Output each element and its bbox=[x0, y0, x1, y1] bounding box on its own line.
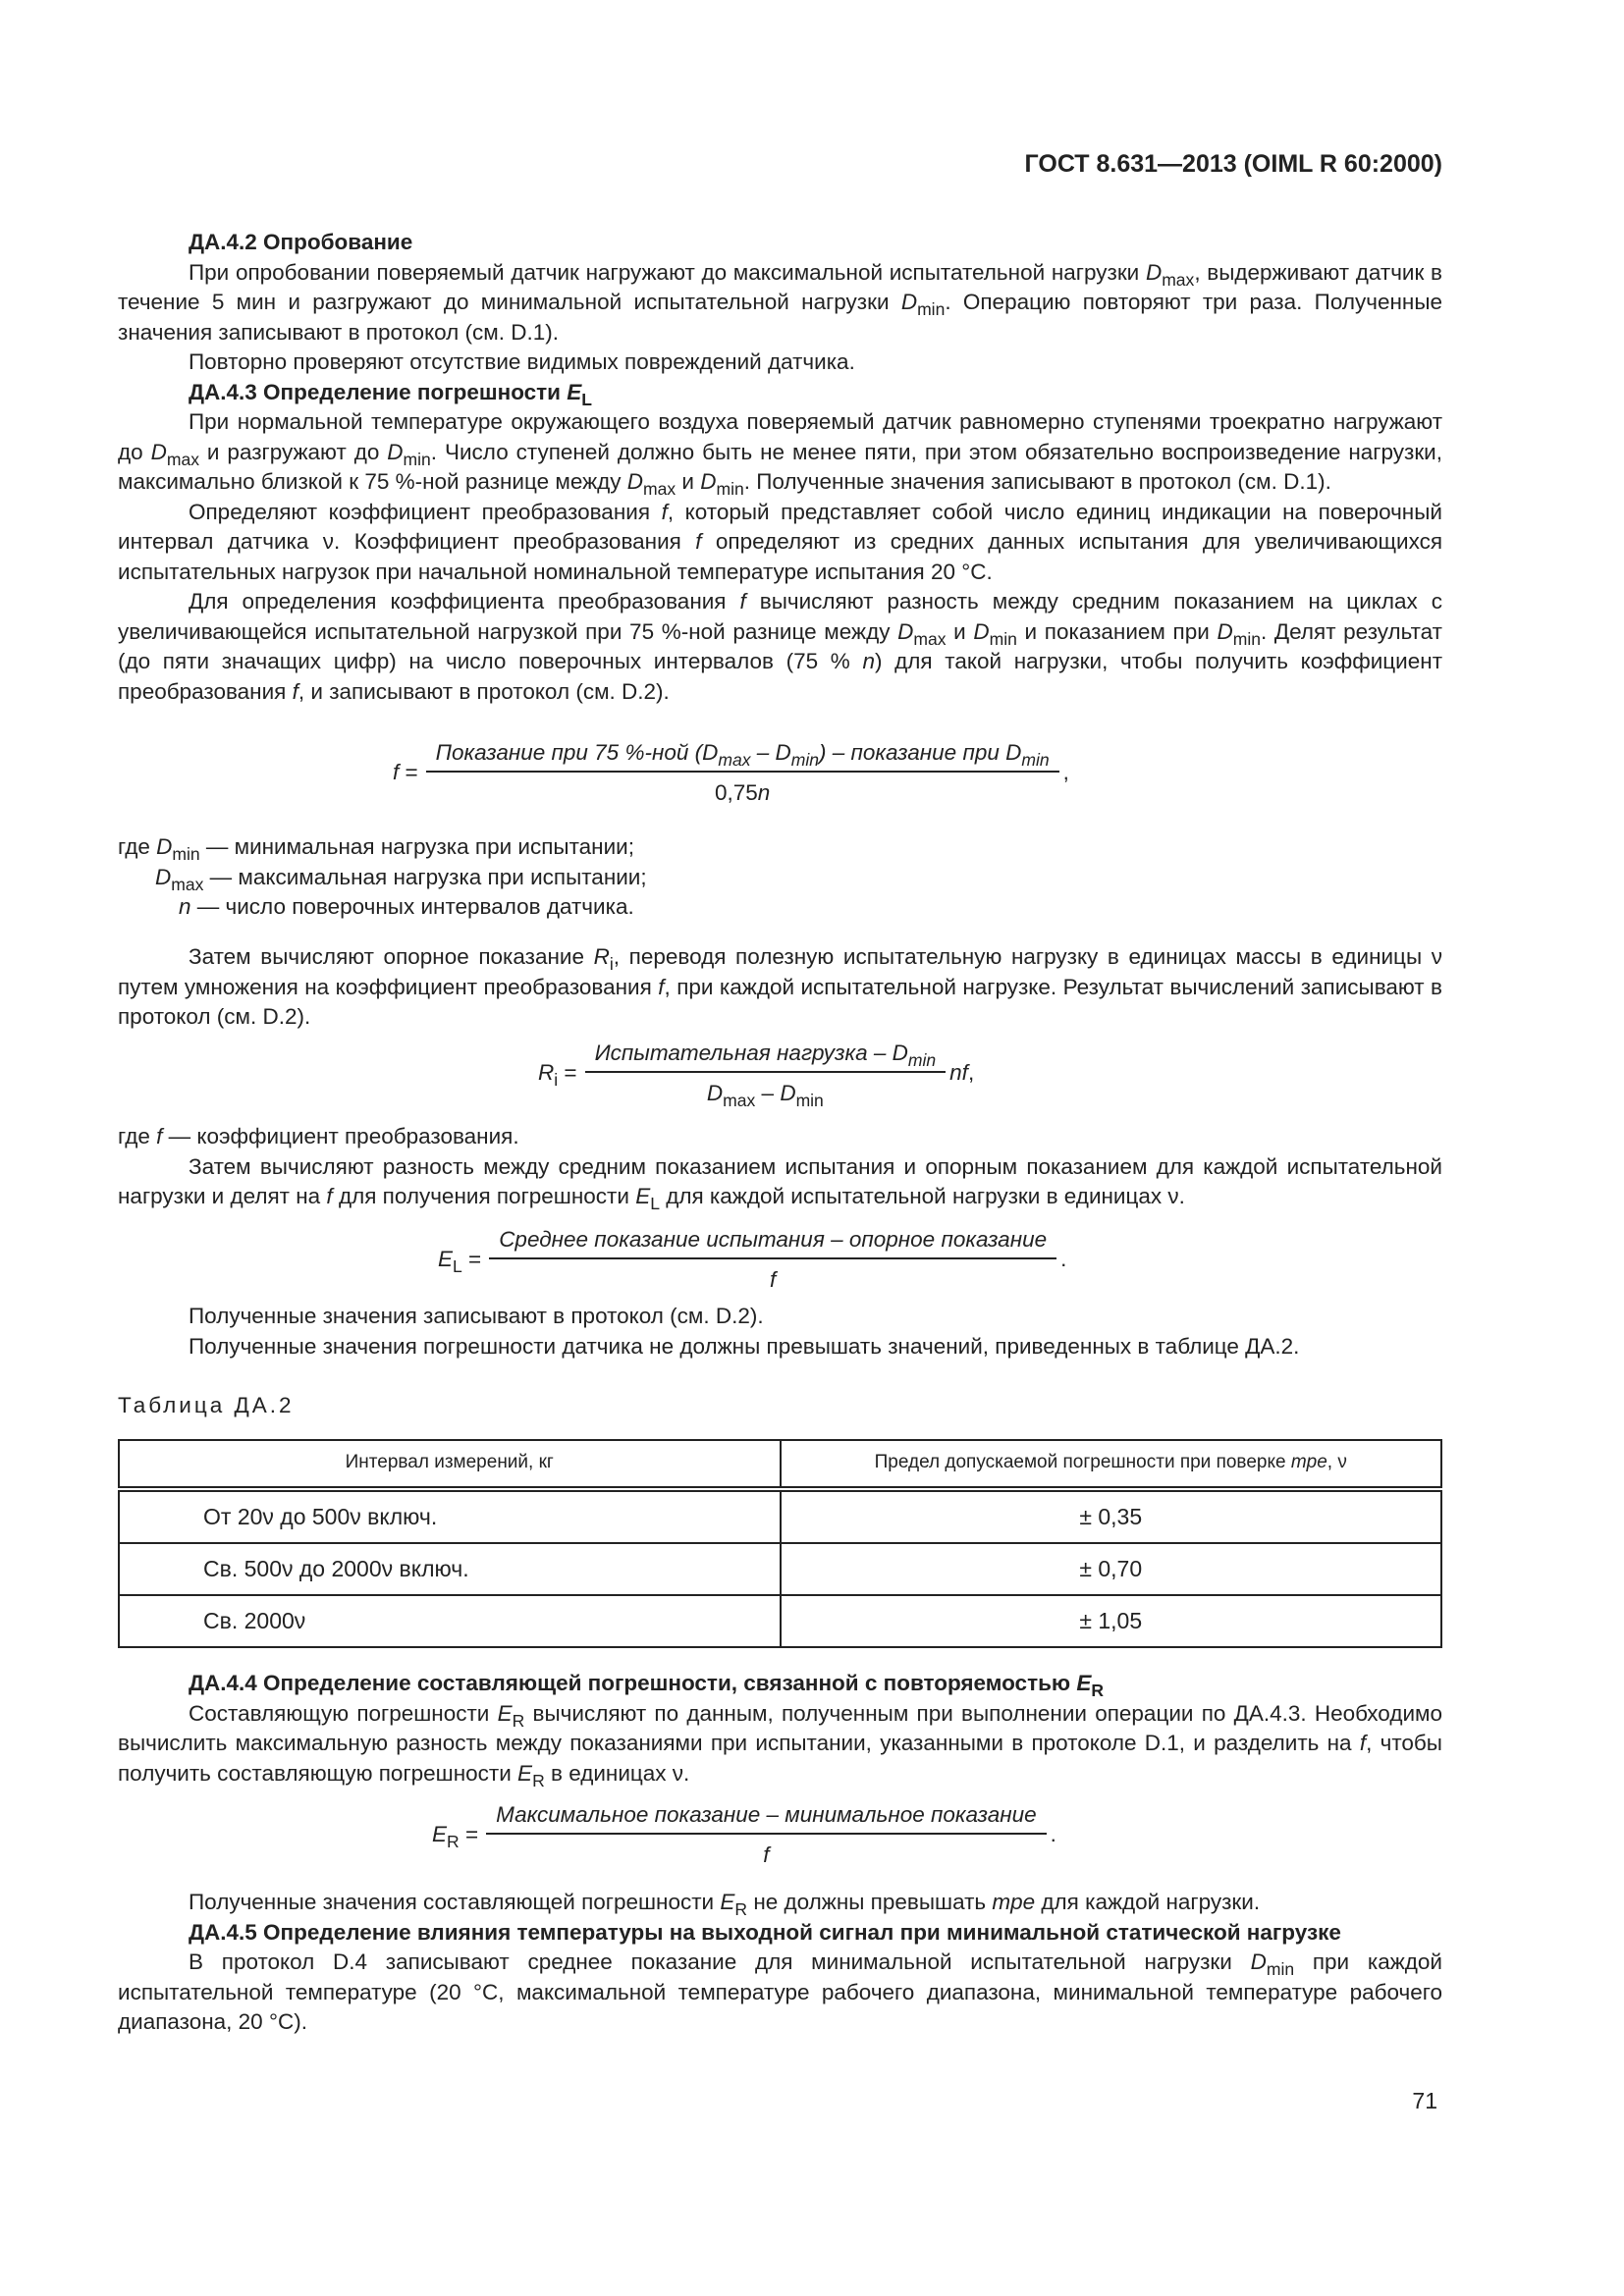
text-run: где bbox=[118, 834, 157, 859]
header-mpe: mpe bbox=[1290, 1452, 1327, 1473]
text-run: где bbox=[118, 1124, 157, 1148]
formula-tail bbox=[1063, 758, 1069, 788]
subscript: min bbox=[172, 844, 200, 865]
text-run: , и записывают в протокол (см. D.2). bbox=[298, 678, 670, 704]
text-run: Полученные значения погрешности датчика не должны превышать значений, приведенных в таблице ДА.2. bbox=[189, 1333, 1300, 1359]
text-run: При опробовании поверяемый датчик нагружают до максимальной испытательной нагрузки bbox=[189, 259, 1146, 285]
paragraph bbox=[118, 1302, 1442, 1332]
cell-interval: Св. 2000ν bbox=[119, 1595, 781, 1647]
subscript: R bbox=[512, 1710, 525, 1731]
subscript: R bbox=[1091, 1681, 1105, 1701]
subscript: R bbox=[734, 1899, 748, 1920]
text-run: вычисляют разность между средним показанием на циклах с увеличивающейся испытательной нагрузкой при 75 %-ной разнице между bbox=[118, 589, 1443, 644]
subscript: max bbox=[166, 449, 199, 469]
text-run: D bbox=[156, 834, 173, 859]
subscript: min bbox=[907, 1050, 937, 1071]
text-run: Показание при 75 %-ной ( bbox=[435, 740, 703, 765]
section-da-4-4 bbox=[118, 1669, 1442, 1789]
text-run: при каждой испытательной температуре (20 °С, максимальной температуре рабочего диапазона, минимальной температуре рабочего диапазона, 20 °С). bbox=[118, 1949, 1442, 2034]
text-run: D bbox=[973, 618, 990, 644]
text-run: D bbox=[1145, 259, 1163, 285]
denominator bbox=[770, 1259, 776, 1296]
formula-tail bbox=[949, 1058, 974, 1089]
text-run: E bbox=[720, 1890, 735, 1914]
cell-error-limit: ± 1,05 bbox=[781, 1595, 1442, 1647]
text-run: вычисляют по данным, полученным при выполнении операции по ДА.4.3. Необходимо вычислить максимальную разность между показаниями при испытании, указанными в протоколе D.1, и разделить на bbox=[118, 1700, 1443, 1755]
subscript: i bbox=[554, 1070, 559, 1091]
text-run: для получения погрешности bbox=[332, 1184, 636, 1208]
text-run: D bbox=[1250, 1949, 1267, 1974]
subscript: min bbox=[917, 299, 946, 320]
section-heading bbox=[118, 378, 1442, 408]
section-da-4-5 bbox=[118, 1888, 1442, 2038]
column-header-error-limit bbox=[781, 1440, 1442, 1489]
text-run: для каждой испытательной нагрузки в единицах ν. bbox=[659, 1184, 1185, 1208]
table-row bbox=[119, 1543, 1441, 1595]
subscript: R bbox=[532, 1770, 545, 1790]
text-run: f bbox=[156, 1124, 163, 1148]
text-run: ДА.4.5 Определение влияния температуры на выходной сигнал при минимальной статической нагрузке bbox=[189, 1919, 1341, 1945]
text-run: n bbox=[179, 894, 191, 919]
text-run: mpe bbox=[992, 1890, 1036, 1914]
text-run: = bbox=[459, 1822, 479, 1847]
paragraph bbox=[118, 942, 1442, 1033]
text-run: , чтобы получить составляющую погрешности bbox=[118, 1731, 1442, 1786]
text-run: ДА.4.4 Определение составляющей погрешности, связанной с повторяемостью bbox=[189, 1671, 1077, 1695]
subscript: i bbox=[609, 954, 614, 975]
text-run: , bbox=[1062, 760, 1069, 785]
subscript: L bbox=[650, 1194, 660, 1214]
denominator bbox=[707, 1073, 824, 1109]
text-run: E bbox=[432, 1822, 448, 1847]
text-run: , выдерживают датчик в течение 5 мин и разгружают до минимальной испытательной нагрузки bbox=[118, 259, 1442, 314]
text-run: ) для такой нагрузки, чтобы получить коэффициент преобразования bbox=[118, 649, 1442, 704]
subscript: min bbox=[403, 449, 431, 469]
paragraph bbox=[118, 407, 1442, 498]
text-run: для каждой нагрузки. bbox=[1035, 1890, 1261, 1914]
paragraph bbox=[118, 1699, 1442, 1789]
subscript: max bbox=[723, 1090, 756, 1110]
text-run: = bbox=[461, 1247, 482, 1272]
text-run: = bbox=[399, 760, 418, 785]
text-run: Полученные значения составляющей погрешности bbox=[189, 1890, 721, 1914]
subscript: min bbox=[790, 750, 820, 771]
paragraph bbox=[118, 347, 1442, 378]
text-run: и bbox=[676, 469, 701, 494]
text-run: Затем вычисляют опорное показание bbox=[189, 944, 594, 969]
text-run: Среднее показание испытания – опорное показание bbox=[499, 1227, 1048, 1252]
text-run: Полученные значения записывают в протокол (см. D.2). bbox=[189, 1304, 764, 1328]
text-run: . Полученные значения записывают в протокол (см. D.1). bbox=[743, 469, 1331, 494]
subscript: min bbox=[1232, 628, 1261, 649]
text-run: D bbox=[900, 290, 918, 314]
text-run: f bbox=[763, 1842, 770, 1867]
text-run: = bbox=[558, 1060, 577, 1086]
denominator bbox=[715, 773, 770, 809]
text-run: Определяют коэффициент преобразования bbox=[189, 499, 662, 524]
section-reference-reading bbox=[118, 942, 1442, 1033]
section-heading bbox=[118, 228, 1442, 258]
text-run: Для определения коэффициента преобразования bbox=[189, 589, 740, 614]
cell-interval: Св. 500ν до 2000ν включ. bbox=[119, 1543, 781, 1595]
formula-el bbox=[438, 1225, 1066, 1295]
text-run: ДА.4.3 Определение погрешности bbox=[189, 379, 568, 404]
numerator bbox=[489, 1225, 1056, 1257]
text-run: D bbox=[700, 469, 717, 494]
text-run: n bbox=[862, 649, 875, 673]
text-run: D bbox=[1005, 740, 1022, 765]
text-run: ДА.4.2 Опробование bbox=[189, 230, 413, 254]
text-run: D bbox=[780, 1080, 796, 1105]
text-run: E bbox=[1076, 1671, 1092, 1695]
text-run: D bbox=[775, 740, 791, 765]
subscript: L bbox=[453, 1256, 462, 1277]
text-run: . bbox=[1060, 1247, 1067, 1272]
formula-reference-reading bbox=[538, 1039, 974, 1108]
paragraph bbox=[118, 587, 1442, 707]
numerator bbox=[426, 738, 1059, 771]
cell-error-limit: ± 0,70 bbox=[781, 1543, 1442, 1595]
paragraph bbox=[118, 1888, 1442, 1918]
text-run: и разгружают до bbox=[198, 439, 388, 464]
table-row bbox=[119, 1595, 1441, 1647]
formula-lhs bbox=[432, 1820, 478, 1850]
section-heading bbox=[118, 1669, 1442, 1699]
text-run: nf bbox=[949, 1060, 968, 1086]
paragraph bbox=[118, 498, 1442, 588]
text-run: и показанием при bbox=[1016, 618, 1218, 644]
text-run: Повторно проверяют отсутствие видимых повреждений датчика. bbox=[189, 349, 855, 374]
section-results bbox=[118, 1302, 1442, 1362]
section-error-el bbox=[118, 1122, 1442, 1212]
text-run: – bbox=[755, 1080, 781, 1105]
table-row bbox=[119, 1489, 1441, 1543]
paragraph bbox=[118, 1122, 1442, 1152]
text-run: f bbox=[658, 974, 665, 999]
text-run: f bbox=[770, 1266, 777, 1292]
subscript: min bbox=[716, 479, 744, 500]
fraction bbox=[426, 738, 1059, 808]
subscript: max bbox=[1162, 269, 1195, 290]
text-run: D bbox=[892, 1041, 908, 1065]
subscript: L bbox=[581, 389, 593, 409]
text-run: . Число ступеней должно быть не менее пяти, при этом обязательно воспроизведение нагрузки, максимально близкой к 75 %-ной разнице между bbox=[118, 439, 1442, 494]
table-da-2 bbox=[118, 1439, 1442, 1648]
where-item bbox=[118, 832, 1442, 863]
table-da-2-block bbox=[118, 1391, 1442, 1648]
text-run: ) – показание при bbox=[819, 740, 1006, 765]
text-run: определяют из средних данных испытания для увеличивающихся испытательных нагрузок при начальной номинальной температуре испытания 20 °С. bbox=[118, 529, 1443, 584]
denominator bbox=[763, 1835, 769, 1871]
text-run: , который представляет собой число единиц индикации на поверочный интервал датчика ν. Коэффициент преобразования bbox=[118, 499, 1442, 554]
numerator bbox=[486, 1800, 1047, 1833]
text-run: D bbox=[1217, 618, 1233, 644]
formula-conversion-factor bbox=[393, 738, 1069, 808]
text-run: . Делят результат (до пяти значащих цифр) на число поверочных интервалов (75 % bbox=[118, 618, 1442, 673]
column-header-interval: Интервал измерений, кг bbox=[119, 1440, 781, 1489]
formula-lhs bbox=[438, 1245, 481, 1275]
header-unit: , ν bbox=[1326, 1452, 1347, 1473]
text-run: В протокол D.4 записывают среднее показание для минимальной испытательной нагрузки bbox=[189, 1949, 1251, 1974]
subscript: max bbox=[718, 750, 751, 771]
subscript: min bbox=[1266, 1959, 1295, 1980]
fraction bbox=[489, 1225, 1056, 1295]
subscript: R bbox=[447, 1832, 460, 1852]
text-run: E bbox=[635, 1184, 651, 1208]
fraction bbox=[486, 1800, 1047, 1870]
text-run: R bbox=[538, 1060, 555, 1086]
text-run: Испытательная нагрузка – bbox=[594, 1041, 893, 1065]
subscript: min bbox=[1021, 750, 1050, 771]
text-run: E bbox=[497, 1700, 513, 1726]
formula-tail bbox=[1060, 1245, 1066, 1275]
document-header: ГОСТ 8.631—2013 (OIML R 60:2000) bbox=[1024, 150, 1442, 178]
text-run: Затем вычисляют разность между средним показанием испытания и опорным показанием для каждой испытательной нагрузки и делят на bbox=[118, 1153, 1442, 1208]
text-run: – bbox=[750, 740, 776, 765]
text-run: Максимальное показание – минимальное показание bbox=[496, 1802, 1037, 1827]
formula-tail bbox=[1051, 1820, 1056, 1850]
subscript: max bbox=[643, 479, 677, 500]
text-run: D bbox=[626, 469, 644, 494]
where-item bbox=[118, 892, 1442, 923]
subscript: max bbox=[171, 874, 204, 894]
text-run: f bbox=[326, 1184, 333, 1208]
text-run: . bbox=[1050, 1822, 1056, 1847]
paragraph bbox=[118, 1332, 1442, 1362]
text-run: f bbox=[661, 499, 668, 524]
text-run: . Операцию повторяют три раза. Полученные значения записывают в протокол (см. D.1). bbox=[118, 290, 1443, 345]
table-caption: Таблица ДА.2 bbox=[118, 1393, 295, 1417]
text-run: E bbox=[567, 379, 582, 404]
fraction bbox=[585, 1039, 947, 1108]
paragraph bbox=[118, 1948, 1442, 2038]
text-run: D bbox=[702, 740, 719, 765]
section-heading bbox=[118, 1918, 1442, 1949]
text-run: в единицах ν. bbox=[544, 1760, 690, 1786]
paragraph bbox=[118, 1152, 1442, 1212]
where-list bbox=[118, 832, 1442, 923]
text-run: , переводя полезную испытательную нагрузку в единицах массы в единицы ν путем умножения на коэффициент преобразования bbox=[118, 944, 1442, 999]
formula-er bbox=[432, 1800, 1056, 1870]
text-run: D bbox=[897, 618, 914, 644]
subscript: min bbox=[989, 628, 1017, 649]
text-run: 0,75 bbox=[714, 779, 758, 805]
numerator bbox=[585, 1039, 947, 1071]
text-run: — число поверочных интервалов датчика. bbox=[190, 894, 634, 919]
paragraph bbox=[118, 258, 1442, 348]
text-run: f bbox=[292, 678, 298, 704]
text-run: и bbox=[946, 618, 974, 644]
subscript: min bbox=[795, 1090, 824, 1110]
text-run: D bbox=[150, 439, 167, 464]
text-run: E bbox=[438, 1247, 454, 1272]
text-run: — минимальная нагрузка при испытании; bbox=[199, 834, 634, 859]
header-text: Предел допускаемой погрешности при поверке bbox=[874, 1452, 1291, 1473]
text-run: Составляющую погрешности bbox=[189, 1700, 498, 1726]
text-run: D bbox=[155, 864, 172, 889]
cell-error-limit: ± 0,35 bbox=[781, 1489, 1442, 1543]
section-da-4-2-4-3 bbox=[118, 228, 1442, 707]
text-run: — коэффициент преобразования. bbox=[162, 1124, 519, 1148]
text-run: R bbox=[593, 944, 610, 969]
text-run: f bbox=[695, 529, 702, 554]
text-run: f bbox=[393, 760, 400, 785]
text-run: При нормальной температуре окружающего воздуха поверяемый датчик равномерно ступенями троекратно нагружают до bbox=[118, 409, 1442, 464]
text-run: , при каждой испытательной нагрузке. Результат вычислений записывают в протокол (см. D.2). bbox=[118, 974, 1442, 1029]
text-run: — максимальная нагрузка при испытании; bbox=[203, 864, 647, 889]
text-run: не должны превышать bbox=[747, 1890, 993, 1914]
text-run: f bbox=[739, 589, 746, 614]
subscript: max bbox=[913, 628, 947, 649]
table-header-row bbox=[119, 1440, 1441, 1489]
text-run: n bbox=[757, 779, 771, 805]
text-run: D bbox=[387, 439, 404, 464]
text-run: E bbox=[517, 1760, 533, 1786]
cell-interval: От 20ν до 500ν включ. bbox=[119, 1489, 781, 1543]
page-number: 71 bbox=[1412, 2088, 1437, 2113]
where-item bbox=[118, 863, 1442, 893]
text-run: , bbox=[967, 1060, 975, 1086]
formula-lhs bbox=[538, 1058, 577, 1089]
text-run: f bbox=[1359, 1731, 1367, 1755]
text-run: D bbox=[706, 1080, 724, 1105]
formula-lhs bbox=[393, 758, 418, 788]
